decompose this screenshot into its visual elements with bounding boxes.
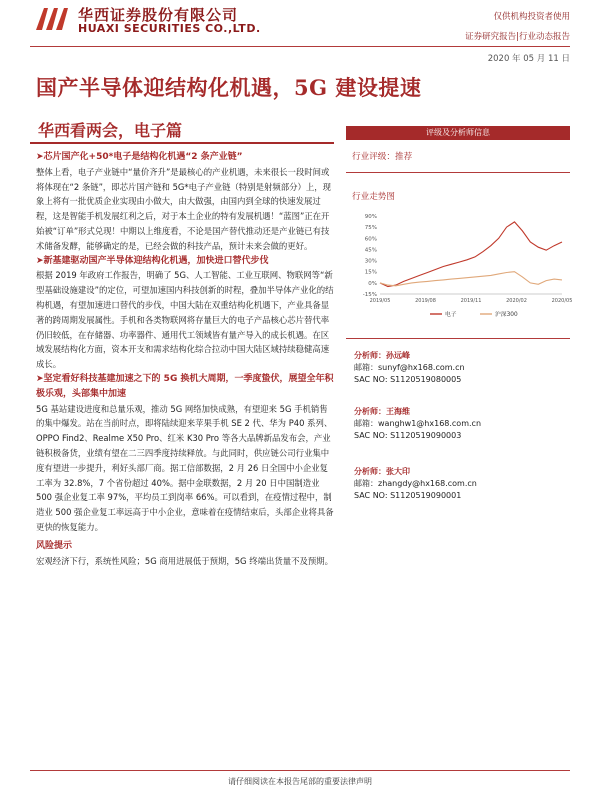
analyst-block-3 (354, 466, 570, 502)
industry-rating: 行业评级：推荐 (352, 152, 413, 162)
analyst-name-line: 分析师：张大印 (354, 467, 410, 476)
analyst-block-1 (354, 350, 570, 386)
y-tick-label: 60% (364, 236, 377, 243)
bullet-text-3: 5G 基站建设进度和总量乐观，推动 5G 网络加快成熟，有望迎来 5G 手机销售的集中爆发。站在当前时点，即将陆续迎来苹果手机 SE 2 代、华为 P40 系列、OPPO Find2、Realme X50 Pro、红米 K30 Pro 等各大品牌新品发布会，产业链积极备货，业绩有望在二三四季度持续释放。与此同时，供应链公司行业集中度有望进一步提升，利好头部厂商。据工信部数据，2 月 26 日全国中小企业复工率为 32.8%，7 个省份超过 40%。据中金联数据，2 月 20 日中国制造业 500 强企业复工率 97%，平均员工到岗率 66%。可以看到，在疫情过程中，制造业 500 强企业复工率远高于中小企业，意味着在疫情结束后，头部企业将具备更快的恢复能力。 (36, 403, 334, 532)
report-date: 2020 年 05 月 11 日 (487, 54, 570, 64)
legend-label: 沪深300 (495, 312, 518, 318)
x-tick-label: 2019/05 (369, 298, 391, 304)
x-tick-label: 2020/05 (551, 298, 573, 304)
bullet-text-2: 根据 2019 年政府工作报告，明确了 5G、人工智能、工业互联网、物联网等“新型基础设施建设”的定位，可望加速国内科技创新的时程，叠加半导体产业化的结构机遇，有望加速进口替代的步伐，中国大陆在双重结构化机遇下，产业具备显著的跨周期发展属性。手机和各类物联网将存量巨大的电子产品核心芯片替代率仍旧较低，在存储器、功率器件、通用代工领域皆有量产导入的成长机遇。在区域发展结构化方面，资本开支和需求结构化综合拉动中国大陆区域持续稳健高速成长。 (36, 270, 334, 370)
header-divider (30, 46, 570, 47)
analyst-sac: SAC NO: S1120519090001 (354, 491, 462, 500)
legend-label: 电子 (445, 312, 457, 318)
arrow-icon: ➤ (36, 373, 44, 384)
analyst-sac: SAC NO: S1120519090003 (354, 431, 462, 440)
y-tick-label: -15% (362, 292, 377, 298)
y-tick-label: 75% (364, 225, 377, 232)
legal-notice: 请仔细阅读在本报告尾部的重要法律声明 (228, 777, 372, 786)
risk-heading: 风险提示 (36, 540, 73, 551)
y-tick-label: 30% (364, 258, 377, 265)
arrow-icon: ➤ (36, 255, 44, 266)
company-name-en: HUAXI SECURITIES CO.,LTD. (78, 22, 261, 35)
x-tick-label: 2020/02 (506, 298, 527, 304)
x-tick-label: 2019/08 (415, 298, 436, 304)
sidebar-divider (346, 338, 570, 339)
report-title: 国产半导体迎结构化机遇，5G 建设提速 (36, 75, 422, 100)
arrow-icon: ➤ (36, 152, 44, 162)
report-subtitle: 华西看两会，电子篇 (38, 121, 183, 140)
footer-divider (30, 770, 570, 771)
analyst-name-line: 分析师：王海维 (354, 407, 410, 416)
analyst-block-2 (354, 406, 570, 442)
x-tick-label: 2019/11 (460, 298, 482, 304)
bullet-heading-1: ➤芯片国产化+50*电子是结构化机遇“2 条产业链” (36, 152, 243, 162)
analyst-email: 邮箱：sunyf@hx168.com.cn (354, 363, 465, 372)
analyst-name-line: 分析师：孙远峰 (354, 351, 410, 360)
subtitle-divider (30, 142, 334, 144)
analyst-email: 邮箱：zhangdy@hx168.com.cn (354, 479, 477, 488)
report-body (36, 150, 334, 568)
bullet-heading-3: ➤坚定看好科技基建加速之下的 5G 换机大周期，一季度蛰伏，展望全年积极乐观，头部集中加速 (36, 373, 334, 399)
y-tick-label: 15% (364, 269, 377, 276)
huaxi-logo-icon (34, 6, 70, 32)
analyst-sac: SAC NO: S1120519080005 (354, 375, 462, 384)
y-tick-label: 90% (364, 214, 377, 220)
sidebar-divider (346, 172, 570, 173)
bullet-heading-2: ➤新基建驱动国产半导体迎结构化机遇，加快进口替代步伐 (36, 255, 269, 266)
risk-text: 宏观经济下行，系统性风险；5G 商用进展低于预期，5G 终端出货量不及预期。 (36, 555, 333, 566)
industry-trend-chart (350, 210, 573, 328)
chart-title: 行业走势图 (352, 192, 395, 202)
series-line-hs300 (380, 272, 562, 286)
company-name-cn: 华西证券股份有限公司 (78, 6, 239, 24)
y-tick-label: 45% (364, 247, 377, 254)
rating-box-header: 评级及分析师信息 (346, 126, 570, 140)
audience-note: 仅供机构投资者使用 (493, 12, 570, 22)
analyst-email: 邮箱：wanghw1@hx168.com.cn (354, 419, 482, 428)
y-tick-label: 0% (368, 280, 377, 287)
bullet-text-1: 整体上看，电子产业链中“量价齐升”是最核心的产业机遇，未来很长一段时间或将体现在“2 条链”，即芯片国产链和 5G*电子产业链（特别是射频部分）上，现象上将有一批优质企业实现由小做大，由大做强，由国内到全球的快速发展过程，这是智能手机发展红利之后，对于本土企业的特有发展机遇！“蓝图”正在开始被“订单”形式兑现！中期以上维度看，不论是国产替代推动还是产业链已有技术储备发酵，能够确定的是，已经会做的科技产品，预计未来会做的更好。 (36, 166, 331, 251)
report-category: 证券研究报告|行业动态报告 (465, 32, 570, 42)
